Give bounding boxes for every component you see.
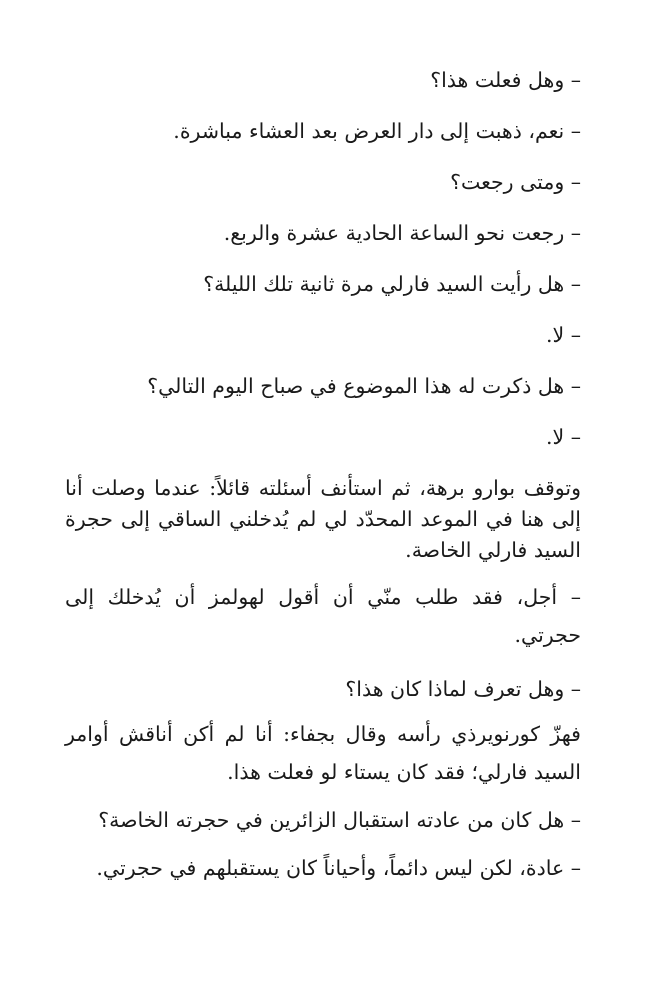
dialogue-line: – وهل فعلت هذا؟ (430, 68, 581, 92)
dialogue-paragraph: – أجل، فقد طلب منّي أن أقول لهولمز أن يُدخلك إلى حجرتي. (65, 585, 581, 647)
narration-paragraph: فهزّ كورنويرذي رأسه وقال بجفاء: أنا لم أكن أناقش أوامر السيد فارلي؛ فقد كان يستاء لو فعلت هذا. (65, 722, 581, 784)
dialogue-line: – هل ذكرت له هذا الموضوع في صباح اليوم التالي؟ (147, 374, 581, 398)
dialogue-paragraph: – هل كان من عادته استقبال الزائرين في حجرته الخاصة؟ (98, 808, 581, 832)
dialogue-line: – وهل تعرف لماذا كان هذا؟ (345, 677, 581, 701)
dialogue-line: – لا. (546, 323, 581, 347)
dialogue-line: – رجعت نحو الساعة الحادية عشرة والربع. (223, 221, 581, 245)
dialogue-line: – نعم، ذهبت إلى دار العرض بعد العشاء مباشرة. (173, 119, 581, 143)
dialogue-line: – لا. (546, 425, 581, 449)
dialogue-line: – هل رأيت السيد فارلي مرة ثانية تلك الليلة؟ (203, 272, 581, 296)
dialogue-paragraph: – عادة، لكن ليس دائماً، وأحياناً كان يستقبلهم في حجرتي. (96, 856, 581, 880)
dialogue-line: – ومتى رجعت؟ (450, 170, 581, 194)
narration-paragraph: وتوقف بوارو برهة، ثم استأنف أسئلته قائلاً: عندما وصلت أنا إلى هنا في الموعد المحدّد لي لم يُدخلني الساقي إلى حجرة السيد فارلي الخاصة. (65, 476, 581, 562)
document-page (65, 55, 581, 897)
